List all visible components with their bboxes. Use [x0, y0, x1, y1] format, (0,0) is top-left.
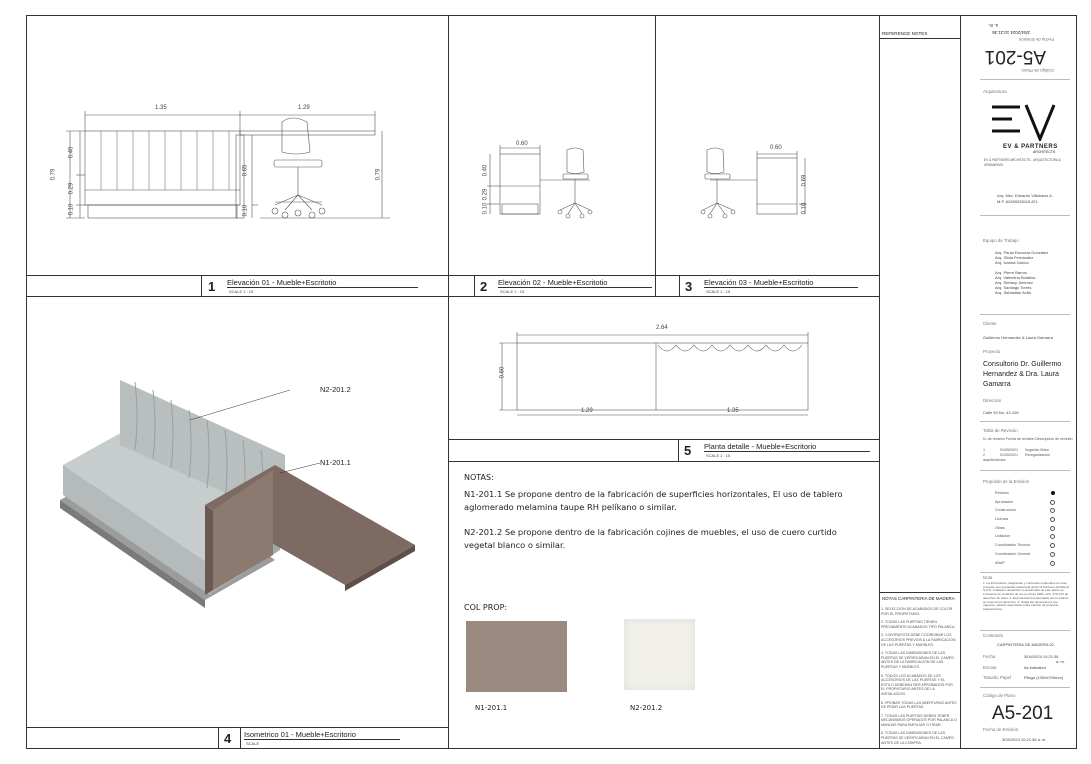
dim-label: 0.40 — [482, 164, 489, 177]
view-name: Isometrico 01 - Mueble+Escritorio — [244, 730, 400, 740]
view-name: Planta detalle - Mueble+Escritorio — [704, 442, 870, 452]
carpentry-notes-heading: NOTAS CARPINTERIA DE MADERA — [882, 596, 955, 601]
view-number: 2 — [480, 279, 488, 294]
architect-name: Arq. Msc. Eduardo Villalobos A. — [997, 193, 1053, 198]
rotated-code: A5-201 — [984, 46, 1046, 67]
estado-radio-icon — [1050, 543, 1055, 548]
dim-label: 0.60 — [499, 366, 506, 379]
estado-item[interactable]: Licitación — [995, 534, 1055, 543]
dim-label: 0.10 — [482, 202, 489, 215]
contenido-label: Contenido — [983, 633, 1004, 638]
notes-heading: NOTAS: — [464, 473, 494, 482]
estado-radio-icon — [1050, 526, 1055, 531]
logo-sub: ARCHITECTS — [1033, 150, 1056, 154]
logo-name: EV & PARTNERS — [1003, 144, 1058, 150]
fecha-label: Fecha — [983, 654, 996, 659]
estado-label: Propósito de la Emisión — [983, 479, 1030, 484]
divider — [448, 15, 449, 749]
dim-label: 0.79 — [50, 168, 57, 181]
team-member: Arq. Paula Escorcia González — [995, 250, 1049, 255]
dim-label: 0.29 — [68, 182, 75, 195]
swatch-label: N2-201.2 — [630, 704, 663, 712]
view-title-5 — [448, 439, 879, 461]
rotated-ampm: a. m. — [988, 23, 998, 28]
material-tag-n2: N2-201.2 — [320, 385, 351, 394]
team-member: Arq. Ivanna García — [995, 260, 1029, 265]
fecha-ampm: a. m. — [1056, 659, 1065, 664]
estado-item[interactable]: Construcción — [995, 508, 1055, 517]
dim-label: 0.79 — [375, 168, 382, 181]
proyecto-label: Proyecto — [983, 349, 1001, 354]
estado-item[interactable]: Aprobación — [995, 500, 1055, 509]
arquitectura-label: Arquitectura — [983, 89, 1007, 94]
tamano-label: Tamaño Papel — [983, 675, 1012, 680]
view-number: 3 — [685, 279, 693, 294]
view-scale: SCALE — [246, 741, 260, 746]
escala-label: Escala — [983, 665, 997, 670]
carpentry-note: 2. TODAS LAS PUERTAS TIENEN PREVIAMENTE ACABADOS TIPO PALANCA. — [881, 620, 956, 629]
estado-radio-icon — [1050, 534, 1055, 539]
color-proposal-heading: COL PROP: — [464, 603, 508, 612]
codigo-value: A5-201 — [992, 703, 1054, 724]
elevation-02-drawing — [475, 138, 615, 223]
rotated-date: 3/04/2024 10:21:36 — [992, 30, 1030, 35]
note-n1: N1-201.1 Se propone dentro de la fabricación de superficies horizontales, El uso de tablero aglomerado melamina taupe RH pelíkano o similar. — [464, 489, 843, 512]
swatch-n2 — [624, 619, 695, 690]
carpentry-note: 3. CONTRATISTA DEBE COORDINAR LOS ACCESORIOS PREVIOS A LA FABRICACION DE LAS PUERTAS Y MUEBLES. — [881, 633, 956, 647]
revision-row: 2 01/05/2021 Reorganización arquitectónica — [983, 453, 1050, 462]
dim-label: 0.40 — [68, 146, 75, 159]
dim-label: 1.35 — [155, 105, 167, 111]
estado-item[interactable]: Coordinación Técnica — [995, 543, 1055, 552]
carpentry-note: 1. SELECCION DE ACABADOS DE COLOR POR EL PROPIETARIO. — [881, 607, 953, 616]
view-scale: SCALE 1 : 15 — [500, 289, 525, 294]
reference-notes-heading: REFERENCE NOTES — [882, 31, 928, 36]
view-scale: SCALE 1 : 15 — [706, 289, 731, 294]
rotated-fecha-label: Fecha de Emisión — [1018, 37, 1054, 42]
estado-item[interactable]: ANAP — [995, 561, 1055, 570]
estado-radio-icon — [1050, 508, 1055, 513]
team-member: Arq. Silvia Fernández — [995, 255, 1034, 260]
divider — [879, 592, 961, 593]
view-number: 1 — [208, 279, 216, 294]
carpentry-note: 4. TODAS LAS DIMENSIONES DE LAS PUERTAS SE VERIFICARAN EN EL CAMPO ANTES DE LA FABRICACION DE LAS PUERTAS Y MUEBLES. — [881, 651, 955, 669]
estado-radio-filled-icon — [1051, 491, 1055, 495]
team-member: Arq. Valentina Bolaños — [995, 275, 1036, 280]
estado-item[interactable]: Revisión — [995, 491, 1055, 500]
view-number: 4 — [224, 731, 232, 746]
dim-label: 0.65 — [242, 164, 249, 177]
view-number: 5 — [684, 443, 692, 458]
tamano-value: Pliego (1000x700mm) — [1024, 675, 1064, 680]
isometric-drawing — [55, 370, 425, 610]
revision-label: Tabla de Revisión — [983, 428, 1018, 433]
contenido-value: CARPINTERIA DE MADERA 02 — [997, 642, 1054, 647]
estado-radio-icon — [1050, 552, 1055, 557]
emision-value: 3/04/2024 10:21:36 a. m. — [1002, 737, 1047, 742]
swatch-n1 — [466, 621, 567, 692]
nota-text: 1. La información, diagramas y contenido contenidos en este proyecto son propiedad intelectual de EV & Partners Architects S.A.S. Cualquier desarrollo no autorizado de este plano se encuentra en violación de la Ley 23 de 1982, Arts. 270-272 de derechos de autor. 2. El profesional responsable de los planos se reserva los derechos. 3. Todas las dimensiones son mayores; adición autorizada sobre cambio de proyecto arquitectónico. — [983, 582, 1070, 611]
view-name: Elevación 03 - Mueble+Escritotio — [704, 278, 858, 288]
architect-license: M.P. A2695335116 ATL — [997, 199, 1039, 204]
carpentry-note: 5. TODOS LOS ACABADOS DE LOS ACCESORIOS DE LAS PUERTAS Y EL ESTILO DEBERAN SER APROBADOS POR EL PROPIETARIO ANTES DE LA INSTALACION. — [881, 673, 953, 696]
logo-tagline: EV & PARTNERS ARCHITECTS - ARQUITECTURA & URBANISMO — [984, 158, 1061, 167]
team-list — [995, 250, 1048, 295]
revision-header: N. de revisión Fecha de revisión Descripción de revisión — [983, 437, 1073, 441]
dim-label: 0.10 — [68, 203, 75, 216]
dim-label: 0.29 — [482, 188, 489, 201]
view-title-4 — [26, 727, 448, 749]
dim-label: 1.29 — [298, 105, 310, 111]
divider — [879, 15, 880, 749]
estado-item[interactable]: Licencia — [995, 517, 1055, 526]
view-title-2 — [448, 275, 655, 297]
team-member: Arq. Sebastian Avila — [995, 290, 1031, 295]
estado-list — [995, 491, 1055, 569]
cliente-label: Cliente — [983, 321, 997, 326]
plan-detail-drawing — [490, 325, 830, 425]
dim-label: 1.35 — [727, 408, 739, 414]
view-title-1 — [26, 275, 448, 297]
dim-label: 0.60 — [516, 141, 528, 147]
note-n2: N2-201.2 Se propone dentro de la fabricación cojines de muebles, el uso de cuero curtido vegetal blanco o similar. — [464, 527, 837, 550]
divider — [655, 15, 656, 296]
direccion-label: Dirección — [983, 398, 1002, 403]
rotated-code-label: Código de Plano — [1021, 68, 1054, 73]
view-scale: SCALE 1 : 15 — [229, 289, 254, 294]
team-member: Arq. Pierre Barros — [995, 270, 1028, 275]
material-tag-n1: N1-201.1 — [320, 458, 351, 467]
estado-radio-icon — [1050, 561, 1055, 566]
cliente-value: Guillermo Hernandez & Laura Gamarra — [983, 335, 1053, 340]
swatch-label: N1-201.1 — [475, 704, 508, 712]
team-label: Equipo de Trabajo — [983, 238, 1019, 243]
estado-radio-icon — [1050, 517, 1055, 522]
divider — [448, 461, 879, 462]
elevation-01-drawing — [30, 100, 430, 225]
view-scale: SCALE 1 : 15 — [706, 453, 731, 458]
codigo-label: Código de Plano — [983, 693, 1016, 698]
proyecto-value: Consultorio Dr. Guillermo Hernandez & Dra. Laura Gamarra — [983, 361, 1062, 388]
view-name: Elevación 02 - Mueble+Escritotio — [498, 278, 652, 288]
carpentry-note: 8. TODAS LAS DIMENSIONES DE LAS PUERTAS SE VERIFICARAN EN EL CAMPO ANTES DE LA COMPRA. — [881, 731, 955, 745]
view-name: Elevación 01 - Mueble+Escritotio — [227, 278, 418, 288]
estado-item[interactable]: Obras — [995, 526, 1055, 535]
carpentry-notes-list — [881, 607, 958, 745]
carpentry-note: 7. TODAS LAS PUERTAS DEBEN TENER MECANISMOS OPERADOS POR PALANCA O MANIJAS PARA EMPUJAR O TIRAR. — [881, 713, 957, 727]
escala-value: As indicated — [1024, 665, 1046, 670]
view-title-3 — [655, 275, 879, 297]
nota-label: Nota — [983, 575, 993, 580]
rotated-header — [968, 18, 1068, 76]
fecha-value: 3/04/2024 10:21:36 — [1024, 654, 1059, 659]
dim-label: 1.29 — [581, 408, 593, 414]
dim-label: 0.10 — [801, 202, 808, 215]
dim-label: 0.69 — [801, 174, 808, 187]
team-member: Arq. Santiago Torres — [995, 285, 1032, 290]
team-member: Arq. Stefany Jiménez — [995, 280, 1034, 285]
revision-row: 1 01/05/2021 Sugerido Brisa — [983, 448, 1049, 452]
estado-radio-icon — [1050, 500, 1055, 505]
emision-label: Fecha de Emisión — [983, 727, 1019, 732]
dim-label: 0.10 — [242, 204, 249, 217]
dim-label: 0.60 — [770, 145, 782, 151]
direccion-value: Calle 93 No. 43-105 — [983, 410, 1019, 415]
carpentry-note: 6. PROBAR TODAS LAS ABERTURAS ANTES DE PEDIR LAS PUERTAS. — [881, 700, 957, 710]
estado-item[interactable]: Coordinación General — [995, 552, 1055, 561]
ev-logo-icon — [990, 103, 1060, 141]
dim-label: 2.64 — [656, 325, 668, 331]
